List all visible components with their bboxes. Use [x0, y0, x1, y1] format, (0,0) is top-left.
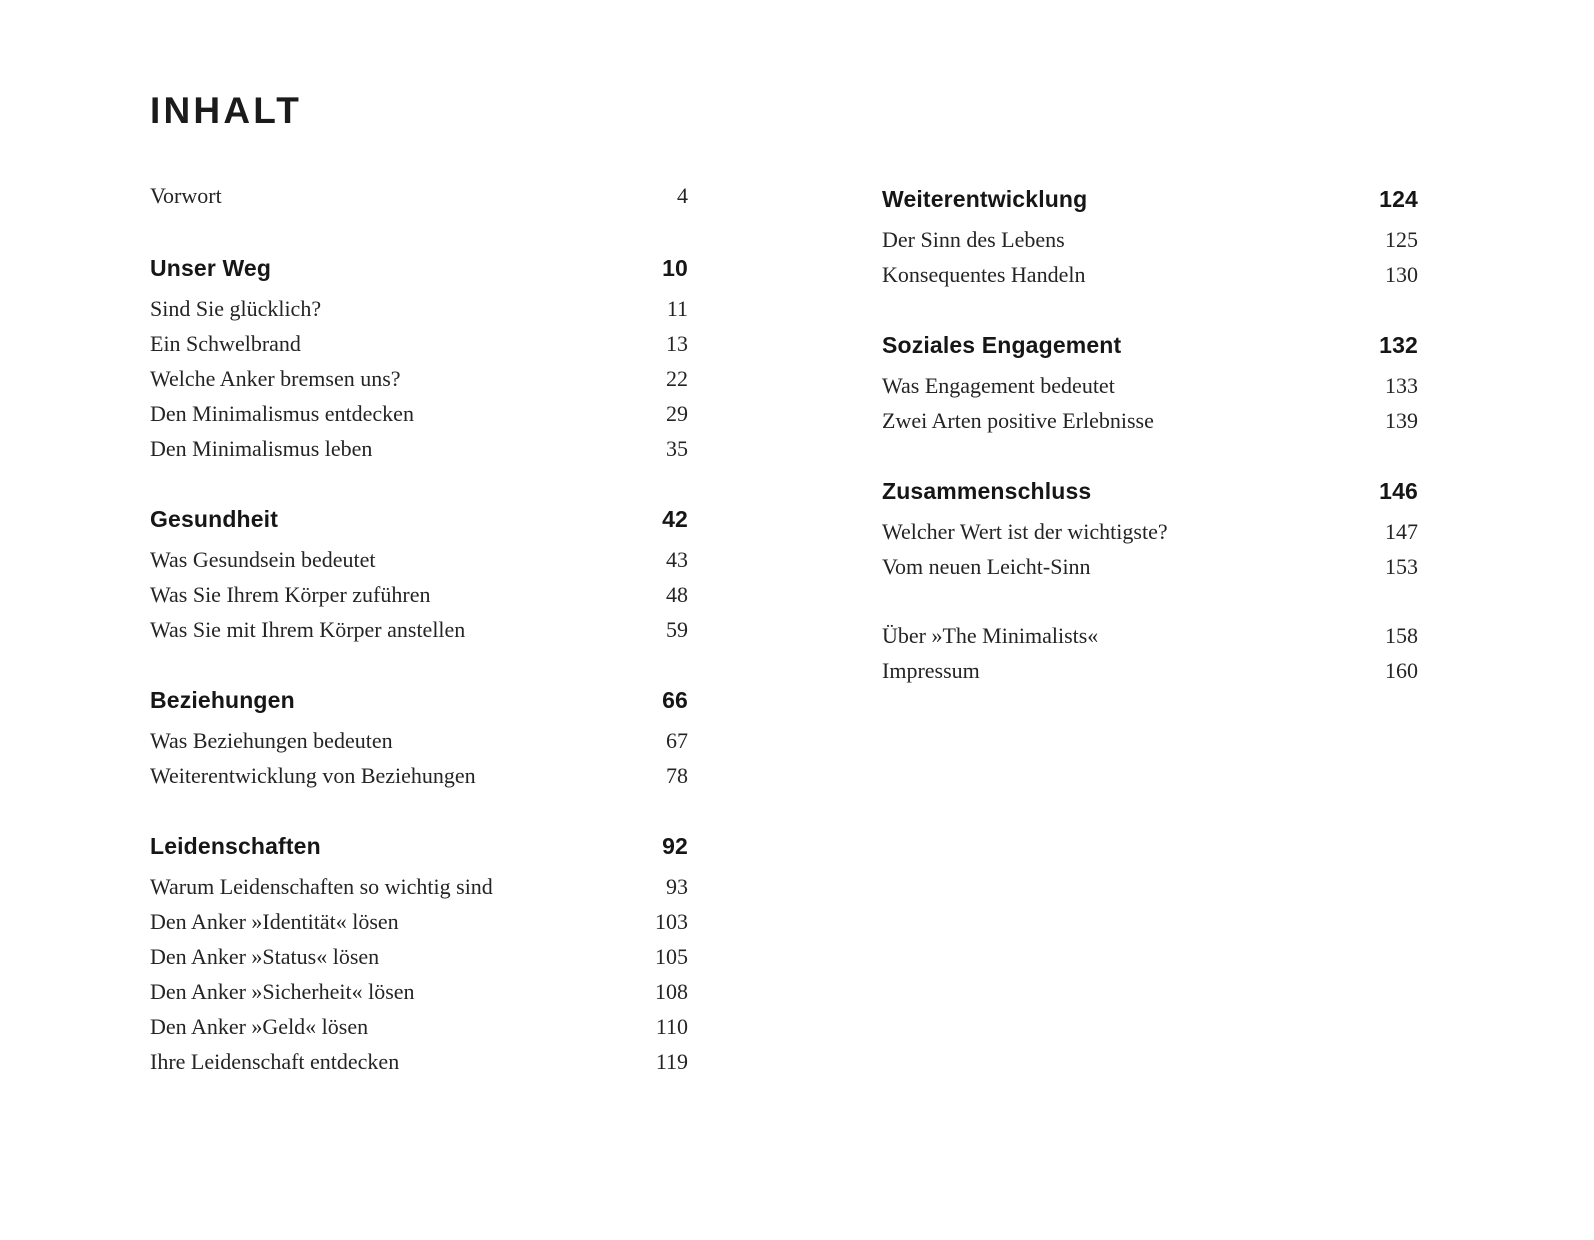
- toc-entry-label: Was Gesundsein bedeutet: [150, 547, 376, 572]
- toc-entry-row[interactable]: [150, 612, 688, 647]
- toc-chapter-page-number: 10: [662, 255, 688, 281]
- toc-chapter-block: [882, 324, 1418, 438]
- toc-chapter-page-number: 146: [1379, 478, 1418, 504]
- toc-chapter-row[interactable]: [882, 178, 1418, 220]
- toc-entry-page-number: 93: [666, 874, 688, 899]
- toc-chapter-label: Soziales Engagement: [882, 332, 1122, 358]
- toc-entry-label: Was Sie Ihrem Körper zuführen: [150, 582, 431, 607]
- toc-entry-label: Sind Sie glücklich?: [150, 296, 322, 321]
- toc-chapter-row[interactable]: [150, 679, 688, 721]
- toc-chapter-block: [882, 178, 1418, 292]
- toc-entry-row[interactable]: [150, 361, 688, 396]
- toc-entry-label: Den Anker »Identität« lösen: [150, 909, 399, 934]
- toc-entry-page-number: 160: [1385, 658, 1418, 683]
- toc-entry-row[interactable]: [882, 257, 1418, 292]
- toc-entry-page-number: 67: [666, 728, 688, 753]
- toc-entry-page-number: 119: [655, 1049, 688, 1074]
- toc-entry-label: Was Engagement bedeutet: [882, 373, 1115, 398]
- toc-chapter-row[interactable]: [882, 470, 1418, 512]
- toc-entry-label: Was Sie mit Ihrem Körper anstellen: [150, 617, 466, 642]
- toc-entry-row[interactable]: [882, 403, 1418, 438]
- toc-entry-label: Den Anker »Geld« lösen: [150, 1014, 369, 1039]
- toc-column-left: [150, 178, 688, 1079]
- toc-entry-row[interactable]: [150, 869, 688, 904]
- toc-entry-page-number: 4: [677, 183, 688, 208]
- toc-entry-page-number: 153: [1385, 554, 1418, 579]
- toc-chapter-page-number: 124: [1379, 186, 1418, 212]
- toc-entry-row[interactable]: [150, 1044, 688, 1079]
- toc-entry-page-number: 139: [1385, 408, 1418, 433]
- toc-entry-row[interactable]: [150, 326, 688, 361]
- toc-entry-row[interactable]: [150, 542, 688, 577]
- toc-entry-label: Ein Schwelbrand: [150, 331, 301, 356]
- toc-entry-label: Impressum: [882, 658, 980, 683]
- toc-chapter-block: [150, 825, 688, 1079]
- toc-entry-row[interactable]: [150, 974, 688, 1009]
- toc-entry-row[interactable]: [150, 431, 688, 466]
- toc-entry-label: Vom neuen Leicht-Sinn: [882, 554, 1091, 579]
- toc-entry-page-number: 105: [655, 944, 688, 969]
- toc-back-matter-block: [882, 618, 1418, 688]
- toc-entry-row[interactable]: [882, 653, 1418, 688]
- toc-entry-label: Warum Leidenschaften so wichtig sind: [150, 874, 493, 899]
- toc-chapter-block: [882, 470, 1418, 584]
- toc-entry-label: Der Sinn des Lebens: [882, 227, 1065, 252]
- toc-chapter-row[interactable]: [882, 324, 1418, 366]
- toc-chapter-label: Weiterentwicklung: [882, 186, 1088, 212]
- toc-entry-page-number: 133: [1385, 373, 1418, 398]
- toc-chapter-page-number: 132: [1379, 332, 1418, 358]
- toc-entry-row[interactable]: [150, 904, 688, 939]
- toc-entry-page-number: 59: [666, 617, 688, 642]
- toc-entry-page-number: 103: [655, 909, 688, 934]
- toc-entry-label: Vorwort: [150, 183, 222, 208]
- toc-entry-label: Zwei Arten positive Erlebnisse: [882, 408, 1154, 433]
- toc-entry-page-number: 125: [1385, 227, 1418, 252]
- toc-entry-label: Über »The Minimalists«: [882, 623, 1099, 648]
- toc-entry-row[interactable]: [150, 577, 688, 612]
- toc-entry-row[interactable]: [150, 1009, 688, 1044]
- toc-chapter-label: Zusammenschluss: [882, 478, 1092, 504]
- toc-entry-row[interactable]: [150, 291, 688, 326]
- toc-entry-label: Welcher Wert ist der wichtigste?: [882, 519, 1168, 544]
- toc-entry-label: Konsequentes Handeln: [882, 262, 1086, 287]
- toc-chapter-row[interactable]: [150, 825, 688, 867]
- toc-chapter-block: [150, 247, 688, 466]
- toc-entry-page-number: 108: [655, 979, 688, 1004]
- toc-entry-row[interactable]: [882, 222, 1418, 257]
- toc-chapter-row[interactable]: [150, 247, 688, 289]
- toc-entry-label: Ihre Leidenschaft entdecken: [150, 1049, 400, 1074]
- toc-entry-label: Weiterentwicklung von Beziehungen: [150, 763, 476, 788]
- toc-entry-page-number: 158: [1385, 623, 1418, 648]
- toc-chapter-label: Leidenschaften: [150, 833, 321, 859]
- toc-entry-page-number: 147: [1385, 519, 1418, 544]
- toc-entry-label: Den Minimalismus entdecken: [150, 401, 414, 426]
- toc-entry-row[interactable]: [150, 723, 688, 758]
- toc-chapter-block: [150, 679, 688, 793]
- toc-entry-page-number: 35: [666, 436, 688, 461]
- toc-entry-row[interactable]: [150, 939, 688, 974]
- toc-entry-page-number: 130: [1385, 262, 1418, 287]
- toc-chapter-row[interactable]: [150, 498, 688, 540]
- toc-entry-page-number: 78: [666, 763, 688, 788]
- toc-entry-label: Den Anker »Sicherheit« lösen: [150, 979, 415, 1004]
- toc-entry-row[interactable]: [150, 178, 688, 213]
- toc-column-right: [882, 178, 1418, 688]
- page-title: INHALT: [150, 90, 303, 131]
- toc-entry-label: Den Anker »Status« lösen: [150, 944, 380, 969]
- toc-chapter-page-number: 92: [662, 833, 688, 859]
- toc-entry-label: Was Beziehungen bedeuten: [150, 728, 393, 753]
- toc-entry-row[interactable]: [150, 758, 688, 793]
- toc-entry-page-number: 110: [655, 1014, 688, 1039]
- toc-front-matter-block: [150, 178, 688, 213]
- toc-chapter-label: Beziehungen: [150, 687, 295, 713]
- toc-entry-row[interactable]: [882, 368, 1418, 403]
- toc-entry-row[interactable]: [882, 514, 1418, 549]
- toc-entry-page-number: 22: [666, 366, 688, 391]
- toc-entry-label: Den Minimalismus leben: [150, 436, 373, 461]
- toc-chapter-page-number: 42: [662, 506, 688, 532]
- toc-entry-page-number: 13: [666, 331, 688, 356]
- toc-entry-page-number: 48: [666, 582, 688, 607]
- toc-entry-row[interactable]: [882, 618, 1418, 653]
- toc-chapter-label: Unser Weg: [150, 255, 272, 281]
- toc-entry-page-number: 11: [666, 296, 688, 321]
- toc-entry-row[interactable]: [882, 549, 1418, 584]
- toc-chapter-page-number: 66: [662, 687, 688, 713]
- toc-chapter-block: [150, 498, 688, 647]
- toc-entry-row[interactable]: [150, 396, 688, 431]
- toc-chapter-label: Gesundheit: [150, 506, 279, 532]
- toc-entry-label: Welche Anker bremsen uns?: [150, 366, 401, 391]
- toc-entry-page-number: 29: [666, 401, 688, 426]
- toc-entry-page-number: 43: [666, 547, 688, 572]
